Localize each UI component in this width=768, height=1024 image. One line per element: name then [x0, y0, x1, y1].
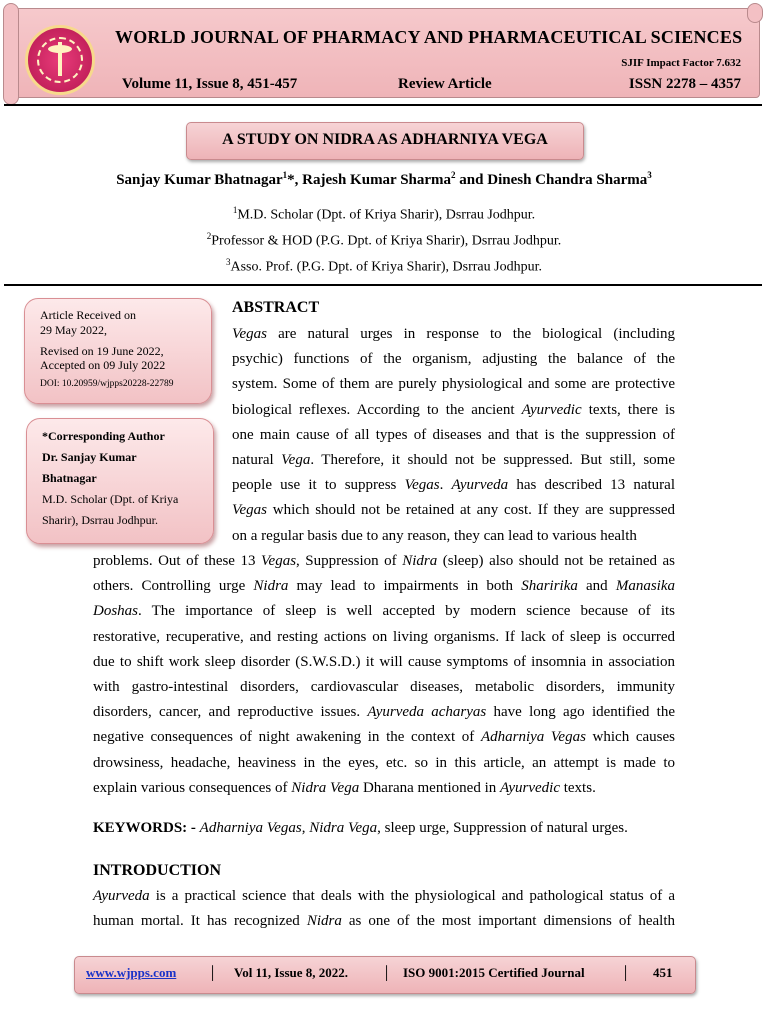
corresponding-mark: *: [287, 172, 295, 188]
text-line: people use it to suppress Vegas. Ayurveda has described 13 natural: [232, 477, 675, 494]
text-line: human mortal. It has recognized Nidra as one of the most important dimensions of health: [93, 913, 675, 930]
text-line: restorative, recuperative, and resting actions on living organisms. If lack of sleep is occurred: [93, 628, 675, 645]
author-affil-sup: 1: [282, 170, 288, 180]
author-separator: and: [455, 172, 488, 188]
author-name: Sanjay Kumar Bhatnagar: [116, 172, 283, 188]
abstract-heading: ABSTRACT: [232, 299, 320, 316]
header-divider: [4, 104, 762, 106]
affiliation-sup: 3: [226, 257, 231, 267]
scroll-curl-right: [747, 3, 763, 23]
footer-separator: │: [621, 965, 631, 980]
footer-separator: │: [208, 965, 218, 980]
corresponding-affiliation: Sharir), Dsrrau Jodhpur.: [42, 513, 158, 527]
text-line: Vegas which should not be retained at any cost. If they are suppressed: [232, 502, 675, 519]
text-line: due to shift work sleep disorder (S.W.S.D.) it will cause symptoms of insomnia in association: [93, 653, 675, 670]
text-line: psychic) functions of the organism, adjusting the balance of the: [232, 351, 675, 368]
introduction-heading: INTRODUCTION: [93, 862, 222, 879]
affiliation-text: M.D. Scholar (Dpt. of Kriya Sharir), Dsrrau Jodhpur.: [237, 207, 536, 223]
author-list: [0, 170, 768, 189]
scroll-curl-left: [3, 3, 19, 105]
text-line: on a regular basis due to any reason, they can lead to various health: [232, 527, 637, 544]
footer-iso: ISO 9001:2015 Certified Journal: [403, 965, 585, 980]
journal-logo: [25, 25, 95, 95]
journal-header-banner: [6, 8, 760, 98]
text-line: problems. Out of these 13 Vegas, Suppression of Nidra (sleep) also should not be retained as: [93, 553, 676, 569]
keywords-text: Adharniya Vegas, Nidra Vega, sleep urge, Suppression of natural urges.: [199, 820, 628, 836]
abstract-text-wide: [93, 549, 675, 801]
corresponding-label: *Corresponding Author: [42, 429, 165, 443]
affiliation-text: Asso. Prof. (P.G. Dpt. of Kriya Sharir), Dsrrau Jodhpur.: [230, 259, 542, 275]
text-line: others. Controlling urge Nidra may lead to impairments in both Sharirika and Manasika: [93, 578, 675, 595]
issn: ISSN 2278 – 4357: [628, 76, 741, 92]
affiliation: [0, 205, 768, 224]
logo-caduceus-icon: [58, 42, 62, 76]
text-line: one main cause of all types of diseases and that is the suppression of: [232, 426, 675, 443]
text-line: disorders, cancer, and reproductive issues. Ayurveda acharyas have long ago identified the: [93, 704, 676, 721]
text-line: explain various consequences of Nidra Vega Dharana mentioned in Ayurvedic texts.: [93, 779, 596, 796]
author-separator: ,: [294, 172, 303, 188]
affiliation-sup: 1: [232, 205, 238, 215]
corresponding-affiliation: M.D. Scholar (Dpt. of Kriya: [42, 492, 179, 506]
author-affil-sup: 2: [451, 170, 456, 180]
corresponding-author-box: [26, 418, 214, 544]
footer-volume: Vol 11, Issue 8, 2022.: [234, 965, 349, 980]
text-line: natural Vega. Therefore, it should not be suppressed. But still, some: [232, 452, 675, 469]
abstract-text-narrow: [232, 322, 675, 549]
article-info-box: [24, 298, 212, 404]
text-line: negative consequences of night awakening in the context of Adharniya Vegas which causes: [93, 729, 676, 746]
keywords: [93, 820, 628, 837]
corresponding-name: Bhatnagar: [42, 471, 97, 485]
text-line: with gastro-intestinal disorders, cardiovascular diseases, metabolic disorders, immunity: [93, 679, 675, 696]
affiliation: [0, 231, 768, 250]
received-date: 29 May 2022,: [40, 323, 107, 337]
text-line: Doshas. The importance of sleep is well accepted by modern science because of its: [93, 603, 675, 620]
journal-title: WORLD JOURNAL OF PHARMACY AND PHARMACEUTICAL SCIENCES: [115, 27, 743, 47]
introduction-text: [93, 884, 675, 934]
section-divider: [4, 284, 762, 286]
paper-title: A STUDY ON NIDRA AS ADHARNIYA VEGA: [186, 122, 584, 160]
corresponding-name: Dr. Sanjay Kumar: [42, 450, 137, 464]
received-label: Article Received on: [40, 308, 136, 322]
author-name: Dinesh Chandra Sharma: [487, 172, 648, 188]
affiliation-text: Professor & HOD (P.G. Dpt. of Kriya Sharir), Dsrrau Jodhpur.: [211, 233, 562, 249]
page-footer: [74, 956, 696, 994]
affiliation: [0, 257, 768, 276]
accepted-date: Accepted on 09 July 2022: [40, 358, 166, 372]
footer-separator: │: [382, 965, 392, 980]
article-type: Review Article: [398, 76, 492, 92]
author-affil-sup: 3: [647, 170, 652, 180]
author-name: Rajesh Kumar Sharma: [302, 172, 452, 188]
text-line: system. Some of them are purely physiological and some are protective: [232, 376, 675, 393]
doi: DOI: 10.20959/wjpps20228-22789: [40, 379, 174, 389]
website-link[interactable]: www.wjpps.com: [86, 965, 177, 980]
text-line: Vegas are natural urges in response to the biological (including: [232, 326, 675, 342]
text-line: biological reflexes. According to the ancient Ayurvedic texts, there is: [232, 401, 675, 418]
volume-issue: Volume 11, Issue 8, 451-457: [122, 76, 298, 92]
text-line: drowsiness, headache, heaviness in the eyes, etc. so in this article, an attempt is made to: [93, 754, 675, 771]
impact-factor: SJIF Impact Factor 7.632: [621, 57, 741, 69]
keywords-label: KEYWORDS: -: [93, 820, 196, 836]
revised-date: Revised on 19 June 2022,: [40, 344, 164, 358]
affiliation-sup: 2: [206, 231, 212, 241]
page-number: 451: [653, 965, 673, 980]
text-line: Ayurveda is a practical science that deals with the physiological and pathological status of a: [93, 888, 675, 904]
